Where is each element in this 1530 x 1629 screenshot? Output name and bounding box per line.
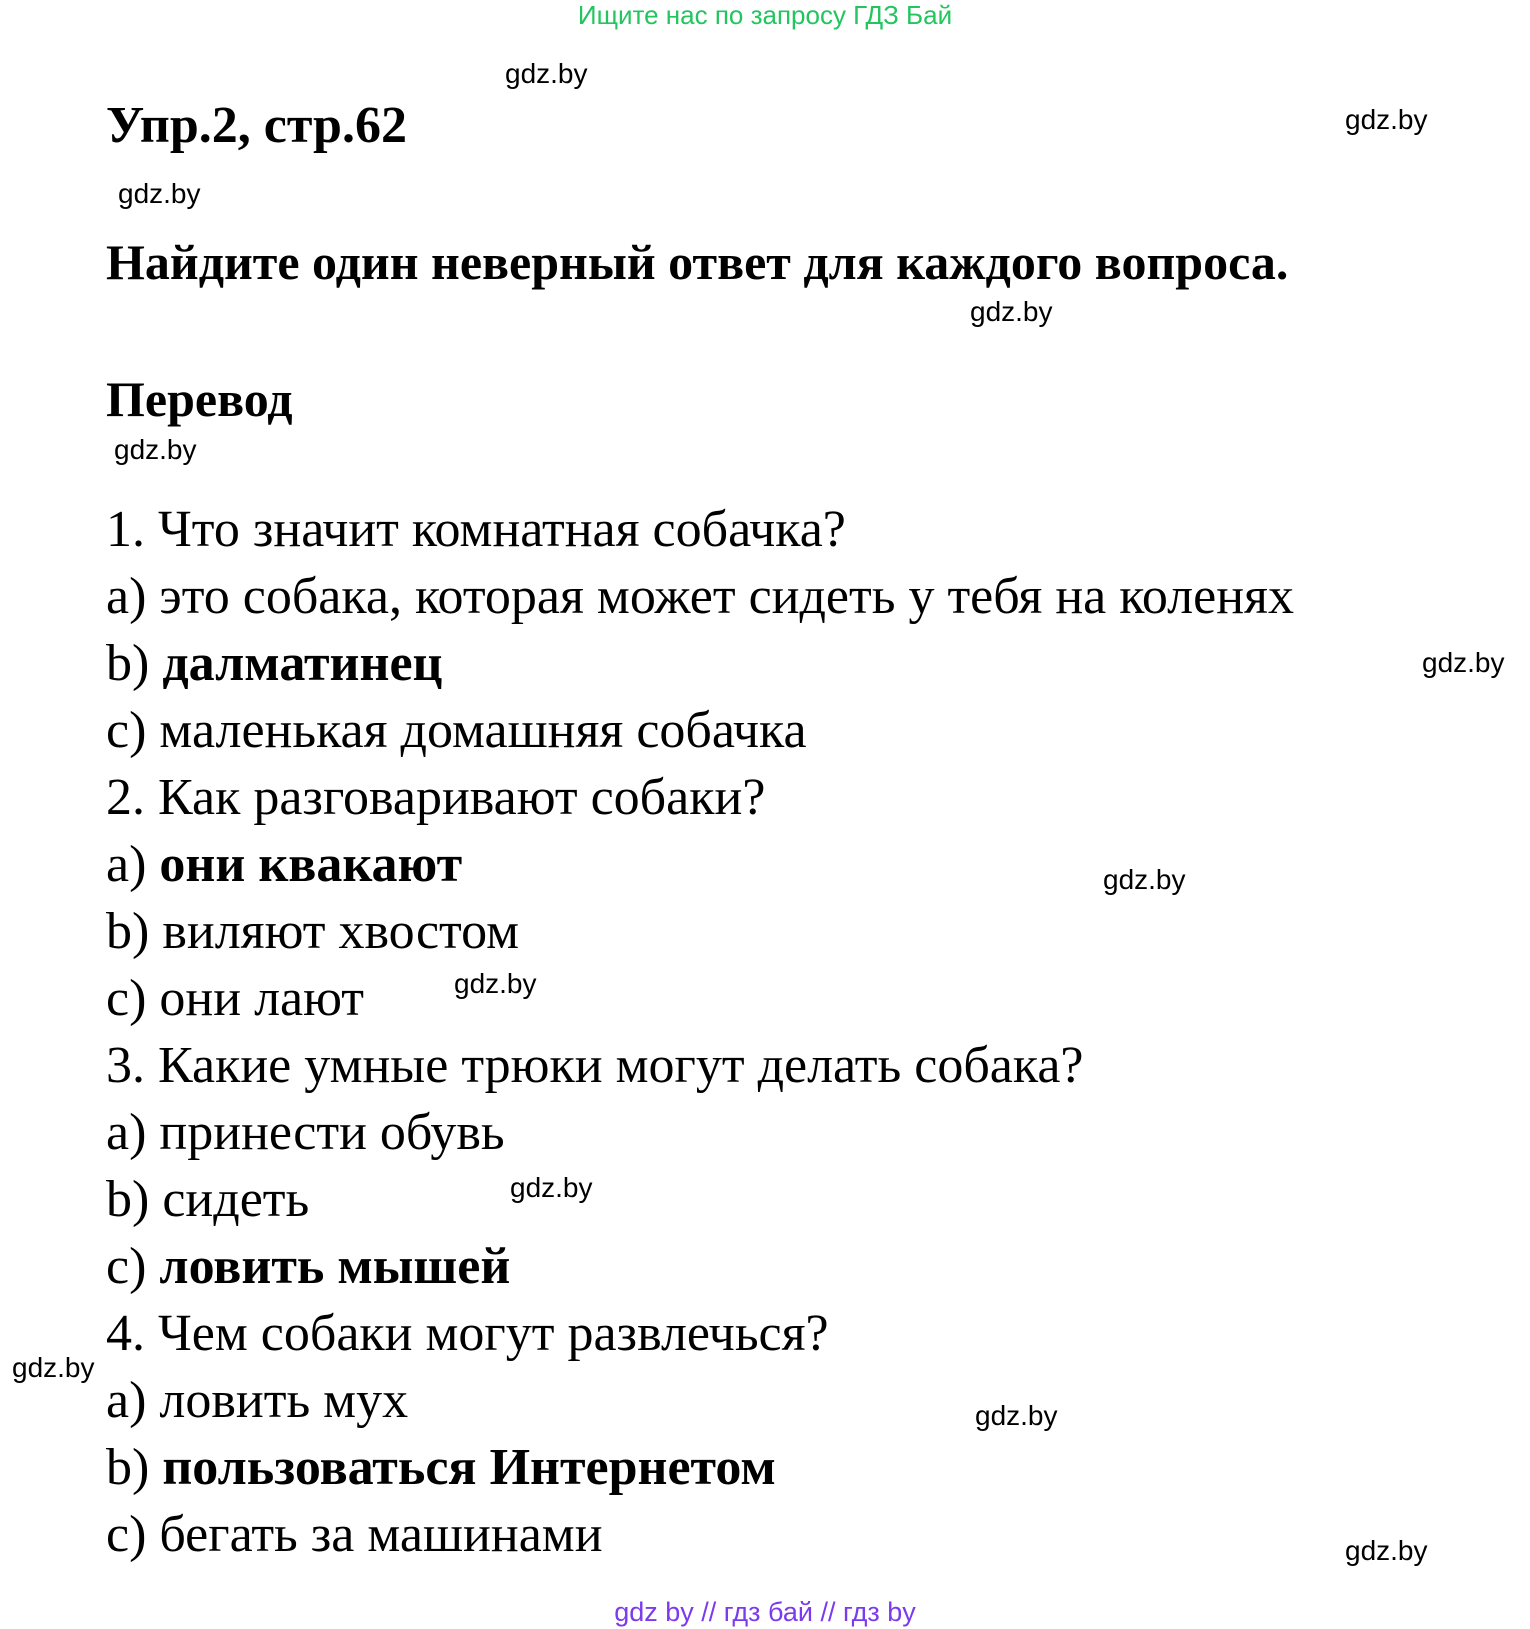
option-label: b) <box>106 1171 150 1228</box>
option-text: ловить мух <box>159 1372 409 1429</box>
option-label: a) <box>106 568 147 625</box>
question-1-option-b <box>106 634 443 693</box>
question-4-option-c <box>106 1505 603 1564</box>
question-4-option-b <box>106 1438 776 1497</box>
option-label: c) <box>106 1506 147 1563</box>
watermark: gdz.by <box>118 178 201 209</box>
option-text-wrong: ловить мышей <box>159 1238 511 1295</box>
watermark: gdz.by <box>1422 647 1505 678</box>
search-banner: Ищите нас по запросу ГДЗ Бай <box>577 0 953 30</box>
option-text: сидеть <box>162 1171 310 1228</box>
option-text-wrong: они квакают <box>159 836 463 893</box>
option-text: маленькая домашняя собачка <box>159 702 807 759</box>
option-label: a) <box>106 1372 147 1429</box>
watermark: gdz.by <box>1103 864 1186 895</box>
question-3: 3. Какие умные трюки могут делать собака? <box>106 1037 1084 1094</box>
question-1: 1. Что значит комнатная собачка? <box>106 501 846 558</box>
option-label: a) <box>106 836 147 893</box>
question-3-option-a <box>106 1103 505 1162</box>
option-text: бегать за машинами <box>159 1506 603 1563</box>
question-2-option-a <box>106 835 462 894</box>
question-1-option-a <box>106 567 1294 626</box>
option-text: они лают <box>159 970 364 1027</box>
watermark: gdz.by <box>1345 1535 1428 1566</box>
option-label: c) <box>106 1238 147 1295</box>
question-2: 2. Как разговаривают собаки? <box>106 769 766 826</box>
option-label: b) <box>106 1439 150 1496</box>
question-4: 4. Чем собаки могут развлечься? <box>106 1305 829 1362</box>
option-text: это собака, которая может сидеть у тебя на коленях <box>159 568 1294 625</box>
watermark: gdz.by <box>1345 104 1428 135</box>
watermark: gdz.by <box>510 1172 593 1203</box>
option-label: b) <box>106 635 150 692</box>
watermark: gdz.by <box>454 968 537 999</box>
option-text: виляют хвостом <box>162 903 519 960</box>
page-title: Упр.2, стр.62 <box>106 97 407 154</box>
option-text-wrong: пользоваться Интернетом <box>162 1439 776 1496</box>
question-1-option-c <box>106 701 807 760</box>
question-4-option-a <box>106 1371 408 1430</box>
option-text-wrong: далматинец <box>162 635 443 692</box>
question-3-option-b <box>106 1170 309 1229</box>
question-2-option-c <box>106 969 364 1028</box>
option-label: a) <box>106 1104 147 1161</box>
question-2-option-b <box>106 902 519 961</box>
watermark: gdz.by <box>975 1400 1058 1431</box>
option-text: принести обувь <box>159 1104 505 1161</box>
watermark: gdz.by <box>505 58 588 89</box>
watermark: gdz.by <box>970 296 1053 327</box>
option-label: c) <box>106 702 147 759</box>
question-3-option-c <box>106 1237 510 1296</box>
option-label: c) <box>106 970 147 1027</box>
task-instruction: Найдите один неверный ответ для каждого вопроса. <box>106 234 1289 290</box>
footer-watermark: gdz by // гдз бай // гдз by <box>614 1597 916 1627</box>
option-label: b) <box>106 903 150 960</box>
watermark: gdz.by <box>114 434 197 465</box>
section-heading: Перевод <box>106 371 293 427</box>
watermark: gdz.by <box>12 1352 95 1383</box>
